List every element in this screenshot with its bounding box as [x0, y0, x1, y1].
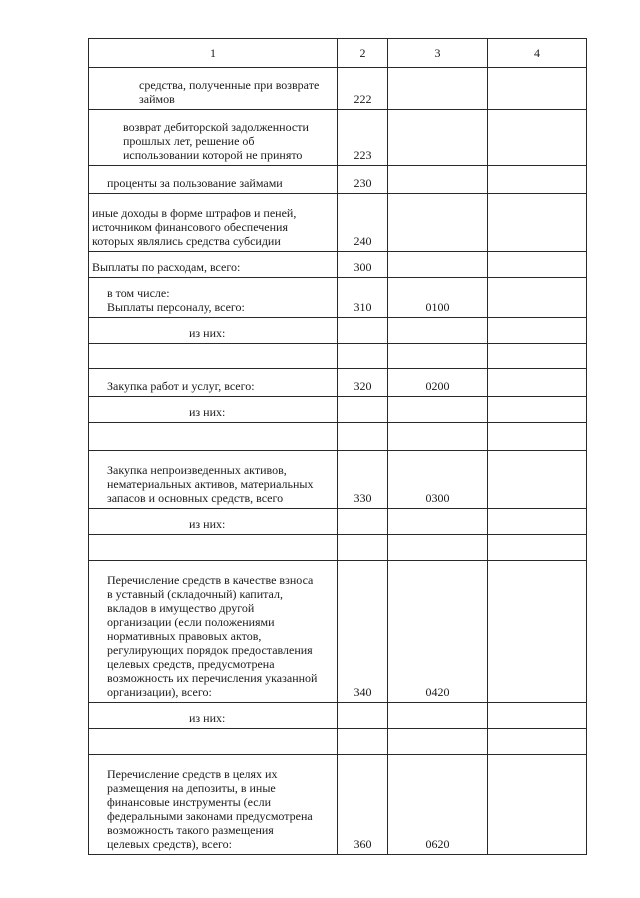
- table-row: [89, 110, 587, 166]
- row-code: 320: [338, 369, 388, 397]
- row-description: [89, 110, 338, 166]
- table-row: [89, 369, 587, 397]
- table-row: [89, 397, 587, 423]
- description-line: финансовые инструменты (если: [107, 795, 271, 809]
- row-amount: [488, 729, 587, 755]
- header-col-3: 3: [388, 39, 488, 68]
- row-amount: [488, 194, 587, 252]
- row-kbk: [388, 110, 488, 166]
- description-line: которых являлись средства субсидии: [92, 234, 281, 248]
- description-line: нематериальных активов, материальных: [107, 477, 314, 491]
- row-description: [89, 451, 338, 509]
- description-line: Выплаты персоналу, всего:: [107, 300, 245, 314]
- table-row: [89, 729, 587, 755]
- row-amount: [488, 397, 587, 423]
- row-kbk: [388, 68, 488, 110]
- table-row: [89, 535, 587, 561]
- description-line: в том числе:: [107, 286, 170, 300]
- row-amount: [488, 369, 587, 397]
- row-kbk: 0200: [388, 369, 488, 397]
- description-line: использовании которой не принято: [123, 148, 303, 162]
- description-line: средства, полученные при возврате: [139, 78, 320, 92]
- row-code: 330: [338, 451, 388, 509]
- table-row: [89, 703, 587, 729]
- table-row: [89, 423, 587, 451]
- row-code: 360: [338, 755, 388, 855]
- row-amount: [488, 110, 587, 166]
- row-kbk: [388, 252, 488, 278]
- row-kbk: [388, 397, 488, 423]
- table-row: [89, 509, 587, 535]
- description-line: возможность такого размещения: [107, 823, 274, 837]
- row-description: [89, 278, 338, 318]
- row-amount: [488, 561, 587, 703]
- header-col-1: 1: [89, 39, 338, 68]
- description-line: организации (если положениями: [107, 615, 275, 629]
- description-line: прошлых лет, решение об: [123, 134, 255, 148]
- row-code: 300: [338, 252, 388, 278]
- table-row: [89, 278, 587, 318]
- row-code: [338, 535, 388, 561]
- row-amount: [488, 278, 587, 318]
- row-code: 310: [338, 278, 388, 318]
- row-amount: [488, 451, 587, 509]
- table-row: [89, 252, 587, 278]
- row-amount: [488, 252, 587, 278]
- description-line: Выплаты по расходам, всего:: [92, 260, 241, 274]
- header-col-4: 4: [488, 39, 587, 68]
- description-line: возврат дебиторской задолженности: [123, 120, 309, 134]
- row-code: 340: [338, 561, 388, 703]
- row-code: [338, 318, 388, 344]
- row-code: 223: [338, 110, 388, 166]
- row-amount: [488, 344, 587, 369]
- row-kbk: [388, 166, 488, 194]
- row-description: [89, 369, 338, 397]
- table-row: [89, 166, 587, 194]
- row-code: [338, 509, 388, 535]
- description-line: иные доходы в форме штрафов и пеней,: [92, 206, 297, 220]
- row-description: [89, 729, 338, 755]
- table-header-row: [89, 39, 587, 68]
- row-kbk: [388, 318, 488, 344]
- description-line: из них:: [189, 405, 226, 419]
- row-description: [89, 166, 338, 194]
- description-line: целевых средств), всего:: [107, 837, 232, 851]
- row-kbk: 0300: [388, 451, 488, 509]
- row-description: [89, 194, 338, 252]
- description-line: организации), всего:: [107, 685, 212, 699]
- description-line: Закупка непроизведенных активов,: [107, 463, 287, 477]
- description-line: нормативных правовых актов,: [107, 629, 262, 643]
- header-col-2: 2: [338, 39, 388, 68]
- row-kbk: [388, 344, 488, 369]
- row-description: [89, 68, 338, 110]
- row-description: [89, 509, 338, 535]
- description-line: из них:: [189, 517, 226, 531]
- row-code: [338, 423, 388, 451]
- row-code: [338, 344, 388, 369]
- row-code: [338, 397, 388, 423]
- description-line: из них:: [189, 711, 226, 725]
- row-kbk: [388, 423, 488, 451]
- description-line: источником финансового обеспечения: [92, 220, 288, 234]
- row-amount: [488, 509, 587, 535]
- table-row: [89, 755, 587, 855]
- row-code: 222: [338, 68, 388, 110]
- description-line: Перечисление средств в качестве взноса: [107, 573, 314, 587]
- description-line: в уставный (складочный) капитал,: [107, 587, 283, 601]
- row-amount: [488, 318, 587, 344]
- description-line: Закупка работ и услуг, всего:: [107, 379, 255, 393]
- table-row: [89, 194, 587, 252]
- row-description: [89, 252, 338, 278]
- row-description: [89, 344, 338, 369]
- row-amount: [488, 703, 587, 729]
- row-kbk: 0100: [388, 278, 488, 318]
- description-line: регулирующих порядок предоставления: [107, 643, 313, 657]
- row-kbk: [388, 194, 488, 252]
- row-description: [89, 561, 338, 703]
- row-amount: [488, 423, 587, 451]
- table-row: [89, 318, 587, 344]
- description-line: размещения на депозиты, в иные: [107, 781, 276, 795]
- description-line: возможность их перечисления указанной: [107, 671, 318, 685]
- description-line: Перечисление средств в целях их: [107, 767, 278, 781]
- row-code: [338, 729, 388, 755]
- description-line: проценты за пользование займами: [107, 176, 283, 190]
- table-row: [89, 68, 587, 110]
- row-kbk: [388, 703, 488, 729]
- table-row: [89, 344, 587, 369]
- row-amount: [488, 535, 587, 561]
- financial-plan-table: [88, 38, 587, 855]
- row-description: [89, 703, 338, 729]
- row-description: [89, 397, 338, 423]
- row-kbk: 0620: [388, 755, 488, 855]
- description-line: федеральными законами предусмотрена: [107, 809, 313, 823]
- row-description: [89, 423, 338, 451]
- row-kbk: [388, 535, 488, 561]
- description-line: целевых средств, предусмотрена: [107, 657, 275, 671]
- row-code: 230: [338, 166, 388, 194]
- row-amount: [488, 68, 587, 110]
- table-row: [89, 451, 587, 509]
- row-description: [89, 755, 338, 855]
- description-line: из них:: [189, 326, 226, 340]
- description-line: вкладов в имущество другой: [107, 601, 255, 615]
- row-description: [89, 535, 338, 561]
- row-amount: [488, 755, 587, 855]
- row-amount: [488, 166, 587, 194]
- description-line: запасов и основных средств, всего: [107, 491, 284, 505]
- description-line: займов: [139, 92, 175, 106]
- row-code: [338, 703, 388, 729]
- row-code: 240: [338, 194, 388, 252]
- table-row: [89, 561, 587, 703]
- row-kbk: [388, 729, 488, 755]
- row-kbk: 0420: [388, 561, 488, 703]
- row-description: [89, 318, 338, 344]
- row-kbk: [388, 509, 488, 535]
